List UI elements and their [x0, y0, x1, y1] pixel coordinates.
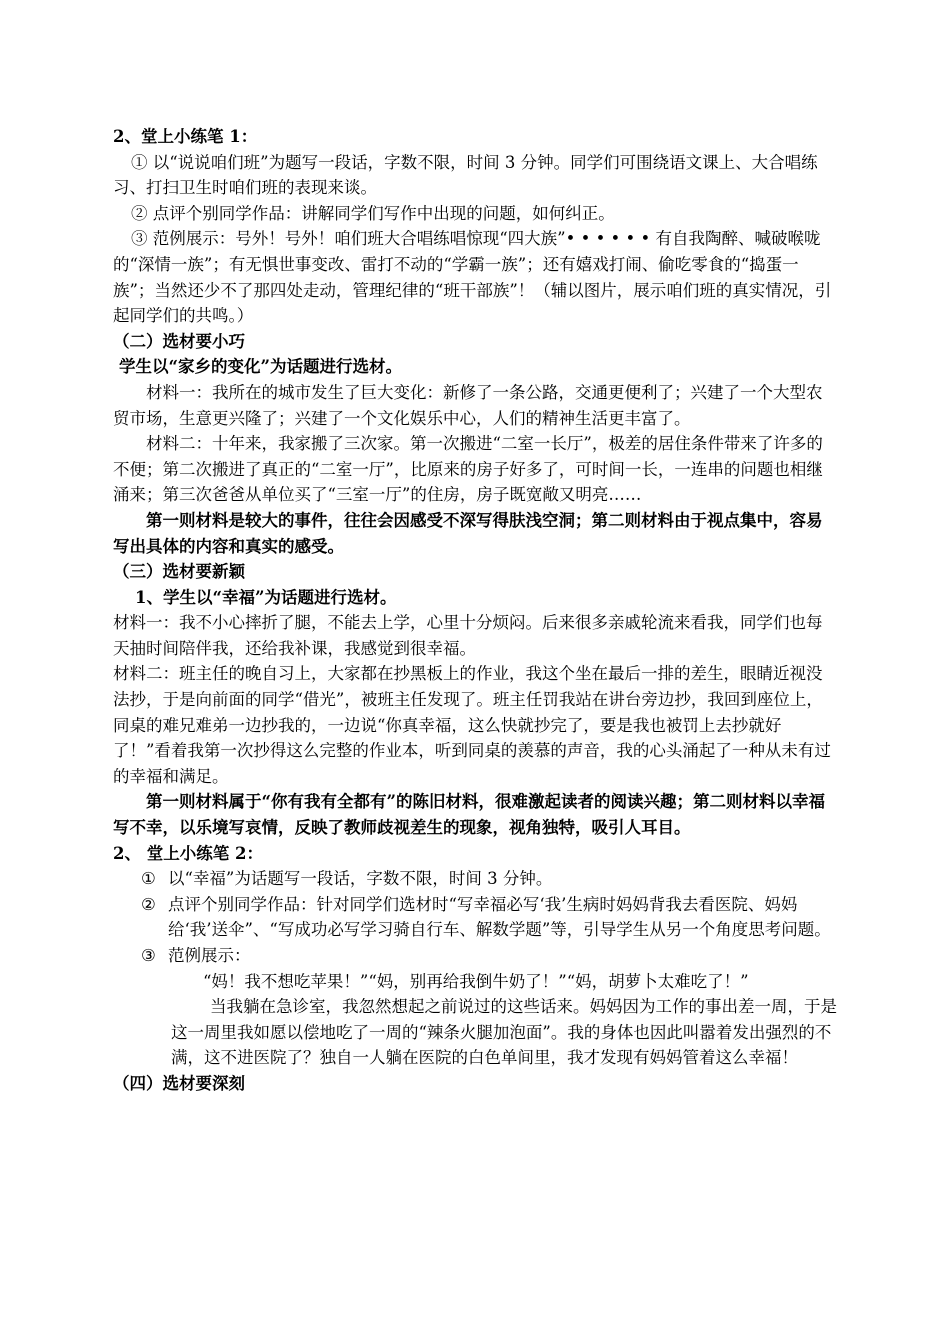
practice-1-item-1: ① 以“说说咱们班”为题写一段话，字数不限，时间 3 分钟。同学们可围绕语文课上、大合唱练习、打扫卫生时咱们班的表现来谈。: [113, 152, 818, 198]
section-3-material-1: 材料一：我不小心摔折了腿，不能去上学，心里十分烦闷。后来很多亲戚轮流来看我，同学们也每天抽时间陪伴我，还给我补课，我感觉到很幸福。: [113, 613, 823, 658]
list-text: 以“幸福”为话题写一段话，字数不限，时间 3 分钟。: [168, 869, 553, 889]
list-number: ①: [141, 869, 156, 889]
list-text: 范例展示：: [168, 946, 251, 965]
practice-2-item-3: [113, 943, 838, 969]
section-3-heading: （三）选材要新颖: [113, 562, 245, 582]
section-4-heading: （四）选材要深刻: [113, 1073, 245, 1093]
section-3-material-2: 材料二：班主任的晚自习上，大家都在抄黑板上的作业，我这个坐在最后一排的差生，眼睛近视没法抄，于是向前面的同学“借光”，被班主任发现了。班主任罚我站在讲台旁边抄，我回到座位上，同桌的难兄难弟一边抄我的，一边说“你真幸福，这么快就抄完了，要是我也被罚上去抄就好了！”看着我第一次抄得这么完整的作业本，听到同桌的羡慕的声音，我的心头涌起了一种从未有过的幸福和满足。: [113, 664, 831, 786]
list-number: ③: [141, 946, 156, 965]
list-number: ②: [141, 894, 156, 914]
section-3-prompt: 1、学生以“幸福”为话题进行选材。: [135, 587, 397, 607]
practice-2-item-1: [113, 866, 838, 892]
practice-1-item-3: ③ 范例展示：号外！号外！咱们班大合唱练唱惊现“四大族”• • • • • • 有自我陶醉、喊破喉咙的“深情一族”；有无惧世事变改、雷打不动的“学霸一族”；还有嬉戏打闹、偷吃零食的“捣蛋一族”；当然还少不了那四处走动，管理纪律的“班干部族”！（辅以图片，展示咱们班的真实情况，引起同学们的共鸣。）: [113, 229, 832, 326]
document-body: [113, 124, 838, 1097]
section-2-material-1: 材料一：我所在的城市发生了巨大变化：新修了一条公路，交通更便利了；兴建了一个大型农贸市场，生意更兴隆了；兴建了一个文化娱乐中心，人们的精神生活更丰富了。: [113, 382, 823, 428]
section-3-comment: 第一则材料属于“你有我有全都有”的陈旧材料，很难激起读者的阅读兴趣；第二则材料以幸福写不幸，以乐境写哀情，反映了教师歧视差生的现象，视角独特，吸引人耳目。: [113, 792, 825, 838]
section-2-material-2: 材料二：十年来，我家搬了三次家。第一次搬进“二室一长厅”，极差的居住条件带来了许多的不便；第二次搬进了真正的“二室一厅”，比原来的房子好多了，可时间一长，一连串的问题也相继涌来；第三次爸爸从单位买了“三室一厅”的住房，房子既宽敞又明亮……: [113, 434, 823, 505]
section-2-prompt: 学生以“家乡的变化”为话题进行选材。: [119, 357, 402, 377]
practice-2-title: 2、 堂上小练笔 2：: [113, 843, 263, 863]
practice-1-title: 2、堂上小练笔 1：: [113, 127, 258, 146]
section-2-comment: 第一则材料是较大的事件，往往会因感受不深写得肤浅空洞；第二则材料由于视点集中，容易写出具体的内容和真实的感受。: [113, 510, 823, 556]
list-text: 点评个别同学作品：针对同学们选材时“写幸福必写‘我’生病时妈妈背我去看医院、妈妈给‘我’送伞”、“写成功必写学习骑自行车、解数学题”等，引导学生从另一个角度思考问题。: [168, 894, 831, 940]
example-quote-1: “妈！我不想吃苹果！”“妈，别再给我倒牛奶了！”“妈，胡萝卜太难吃了！”: [203, 971, 749, 991]
section-2-heading: （二）选材要小巧: [113, 331, 245, 351]
example-quote-2: 当我躺在急诊室，我忽然想起之前说过的这些话来。妈妈因为工作的事出差一周，于是这一周里我如愿以偿地吃了一周的“辣条火腿加泡面”。我的身体也因此叫嚣着发出强烈的不满，这不进医院了？独自一人躺在医院的白色单间里，我才发现有妈妈管着这么幸福！: [171, 997, 837, 1068]
practice-2-item-2: [113, 892, 838, 943]
practice-1-item-2: ② 点评个别同学作品：讲解同学们写作中出现的问题，如何纠正。: [131, 203, 615, 223]
